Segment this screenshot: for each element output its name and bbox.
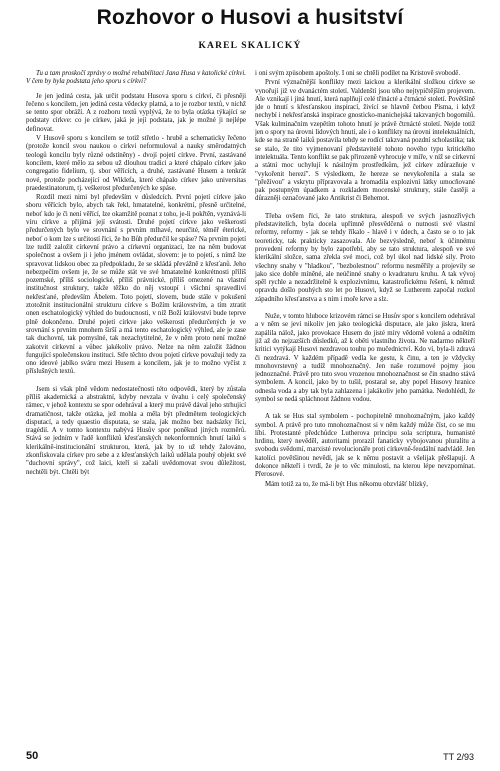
body-paragraph: V Husově sporu s koncilem se totiž střetlo - hrubě a schematicky řečeno (protože koncil svou naukou o církvi neformuloval a nauky směrodatných teologů koncilu byly různé odstíněny) - dvojí pojetí církve. První, zastávané koncilem, které mělo za sebou už dlouhou tradici a které chápalo církev jako congregatio fidelium, tj. sbor věřících, a druhé, zastávané Husem a tenkrát nové, protože pocházející od Wiklefa, které chápalo církev jako universitas praedestinatorum, tj. veškerost předurčených ke spáse. xyxy=(26,135,246,192)
left-column xyxy=(26,70,246,742)
journal-issue: TT 2/93 xyxy=(443,752,474,762)
lead-text: Tu a tam proskočí zprávy o možné rehabilitaci Jana Husa v katolické církvi. V čem by byla podstata jeho sporu s církví? xyxy=(26,70,246,86)
article-author: KAREL SKALICKÝ xyxy=(198,41,302,51)
lead-paragraph xyxy=(26,70,246,87)
page-number: 50 xyxy=(26,750,39,762)
right-column xyxy=(255,70,475,742)
body-paragraph: A tak se Hus stal symbolem - pochopitelně mnohoznačným, jako každý symbol. A právě pro tuto mnohoznačnost si v něm každý může číst, co se mu líbí. Protestanté předchůdce Lutherova principu sola scriptura, humanisté hrdinu, který nevěděl, autoritami prorazil fanaticky vybojovanou pluralitu a svobodu svědomí, marxisté revolucionáře proti církevně-feudální nadvládě. Jen katolíci povětšinou nevědí, jak se k němu postavit a všelijak přešlapují. A dokonce někteří i tvrdí, že je to věc minulosti, na kterou lépe nevzpomínat. Přerosové. xyxy=(255,413,475,479)
body-paragraph: Rozdíl mezi nimi byl především v důsledcích. První pojetí církve jako sboru věřících bylo, abych tak řekl, hmatatelné, konkrétní, přesně určitelné, neboť kdo je či není věřící, lze okamžitě poznat z toho, je-li pokřtěn, vyznává-li víru církve a přijímá její svátosti. Druhé pojetí církve jako veškerosti předurčených bylo ve srovnání s prvním mlhavé, neurčité, téměř éterické, neboť o kom lze s určitostí říci, že ho Bůh předurčil ke spáse? Na prvním pojetí lze tudíž založit církevní právo a církevní organizaci, lze na něm budovat společnost a ovšem ji i jeho jménem ovládat, slovem: je to pojetí, s nímž lze spravovat lidskou obec za předpokladu, že se skládá převážně z křesťanů. Jeho nebezpečím ovšem je, že se může stát ve své hmatatelné konkrétnosti příliš pozemské, příliš sociologické, příliš právnické, příliš omezené na vlastní institučnost struktury, takže těžko do něj vstoupí i všichni spravedliví nekřesťané, především Ábelem. Toto pojetí, slovem, bude stále v pokušení ztotožnit institucionální strukturu církve s Božím královstvím, a tím ztratit onen eschatologický výhled do budoucnosti, v níž Boží království bude teprve plně dokončeno. Druhé pojetí církve jako veškerosti předurčených je ve srovnání s prvním mnohem širší a má tento eschatologický výhled, ale je zase tak duchovní, tak pomyslné, tak nezachytitelné, že v něm proto není možné zakotvit církevní a vůbec jakékoliv právo. Nelze na něm založit žádnou fungující společenskou instituci. Stře těchto dvou pojetí církve považuji tedy za ono ideové jablko sváru mezi Husem a koncilem, jak je to možno vyčíst z příslušných textů. xyxy=(26,194,246,376)
body-paragraph: První význačnější konflikty mezi laickou a klerikální složkou církve se vynořují již ve dvanáctém století. Valdenští jsou tého nejtypičtějším projevem. Ale vznikají i jiná hnutí, která naplňují celé třinácté a čtrnácté století. Povětšině jde o hnutí s křesťanskou inspirací, živící se hlavně četbou Písma, i když nechybí i nekřesťanská inspirace gnosticko-manichejská takzvaných bogomilů. Však kulminačním vzepětím tohoto hnutí je právě čtrnácté století. Nejde totiž jen o spory na úrovni lidových hnutí, ale i o konflikty na úrovni intelektuálních, kde se na straně laiků postavila tehdy se rodící takzvaná pozdní scholastika; tak se stalo, že tito vyjmenovaní představitelé tohoto nového typu kritického intelektuála. Tento konflikt se pak přirozeně vyhrocuje v míře, v níž se církevní a státní moc uchylují k násilným prostředkům, jež církev zdůrazňuje v "vykořenit herezí". S výsledkem, že hereze se nevykořenila a stala se "přežívou" a vskrytu přípravovala a hromadila explozivní látky umocňované pak postupným úpadkem a rozkladem mocenské struktury, stále častěji a důrazněji označované jako Antikrist či Behemot. xyxy=(255,79,475,203)
body-paragraph: Mám totiž za to, že má-li být Hus někomu obzvlášť blízký, xyxy=(265,480,428,488)
article-title: Rozhovor o Husovi a husitství xyxy=(96,6,404,29)
body-paragraph: Nuže, v tomto hluboce krizovém rámci se Husův spor s koncilem odehrával a v něm se jeví nikoliv jen jako teologická disputace, ale jako jiskra, která zapálila nálož, jako provokace Husem do jisté míry vědomě volená a odnětím již až do nejzazších důsledků, až k oběti vlastního života. Ne nadarmo někteří kritici vytýkají Husovi nezdravou touhu po mučednictví. Kdo ví, byla-li zdravá či nezdravá. V každém případě vedla ke gestu, k činu, a ten je vždycky mnohovrstevný a tudíž mnohoznačný. Jen naše rozumové pojmy jsou jednoznačné. Právě pro tuto svou vrozenou mnohoznačnost se čin snadno stává symbolem. A koncil, jako by to tušil, postaral se, aby popel Husovy hranice odnesla voda a aby tak byla zahlazena i jakákoliv jeho památka. Nedohlédl, že symbol se nedá spláchnout žádnou vodou. xyxy=(255,313,475,403)
body-paragraph: Třeba ovšem říci, že tato struktura, alespoň ve svých jasnozřivých představitelích, byla docela upřímně přesvědčená o nutnosti své vlastní reformy, reformy - jak se tehdy říkalo - hlavě i v údech, a často se o to jak teoreticky, tak prakticky zasazovala. Ale bezvýsledně, neboť k účinnému provedení reformy by bylo zapotřebí, aby se tato struktura, alespoň ve své klerikální složce, sama zřekla své moci, což byl úkol nad lidské síly. Proto všechny snahy v "hladkou", "bezbolestnou" reformu nesměřily a projevily se jako sice dobře míněné, ale neúčinné snahy o kvadraturu kruhu. A tak vývoj spěl rychle a nezadržitelně k explozivnímu, katastrofickému řešení, k němuž opravdu došlo pouhých sto let po Husovi, když se Lutherem započal rozkol západního křesťanstva a s ním i moře krve a slz. xyxy=(255,212,475,303)
body-paragraph: Jsem si však plně vědom nedostatečnosti této odpovědi, který by zůstala příliš akademická a abstraktní, kdyby nevzala v úvahu i celý společenský rámec, v jehož kontextu se spor odehrával a který mu právě dával jeho strhující dramatičnost, takže otázka, jež mohla a měla být předmětem teologických disputací, a tedy quaestio disputata, se stala, jak možno bez nadsázky říci, tragédií. A v tomto kontextu nabývá Husův spor poněkud jiných rozměrů. Stává se jedním v řadě konfliktů křesťanských nekonformních hnutí laiků s klerikálně-institucionální strukturou, která, jak by to už tehdy žalováno, zkonfiskovala církev pro sebe a z křesťanských laiků udělala pouhý objekt své "duchovní správy", což laici, kteří si začali uvědomovat svou důležitost, nechtěli být. Chtěli být xyxy=(26,385,246,476)
body-paragraph: Je jen jediná cesta, jak určit podstatu Husova sporu s církví, či přesněji řečeno s koncilem, jen jediná cesta vědecky platná, a to je rozbor textů, v nichž se tento spor obráží. A z rozboru textů vyplývá, že to byla otázka týkající se podstaty církve: co je církev, jaká je její podstata, jak je možné ji nejlépe definovat. xyxy=(26,92,246,133)
body-paragraph: i oni svým způsobem apoštoly. I oni se chtěli podílet na Kristově svobodě. xyxy=(255,70,461,77)
